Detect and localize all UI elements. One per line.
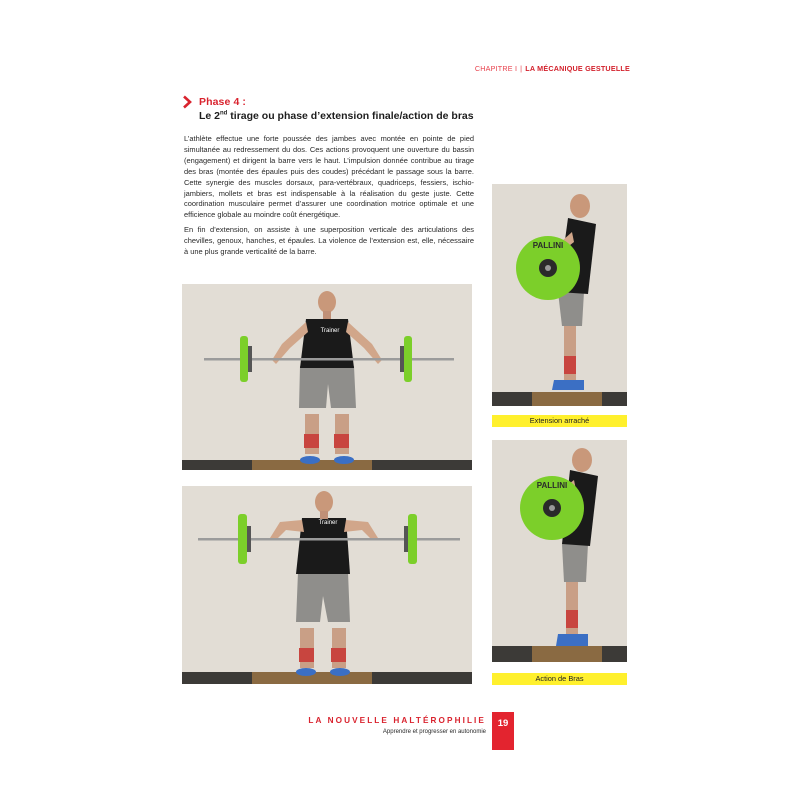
paragraph: L’athlète effectue une forte poussée des jambes avec montée en pointe de pied simultanée au redressement du dos. Ces actions provoquent une ouverture du bassin (engagement) et dirigent la barre vers le haut. L’impulsion donnée contribue au tirage des bras (montée des épaules puis des coudes) précédant le passage sous la barre. Cette synergie des muscles dorsaux, para-vertébraux, quadriceps, fessiers, ischio-jambiers, mollets et bras est indispensable à la réalisation du geste juste. Cette coordination musculaire permet d’assurer une coordination motrice optimale et une efficience globale au moindre coût énergétique. — [184, 134, 474, 220]
photo-front-arms — [182, 486, 472, 684]
header-separator: | — [520, 64, 523, 73]
photo-front-extension — [182, 284, 472, 470]
book-title: LA NOUVELLE HALTÉROPHILIE — [308, 716, 486, 725]
body-text — [184, 134, 474, 262]
caption-extension: Extension arraché — [492, 415, 627, 427]
paragraph: En fin d’extension, on assiste à une superposition verticale des articulations des chevilles, genoux, hanches, et épaules. La violence de l’extension est, elle, nécessaire à une plus grande verticalité de la barre. — [184, 225, 474, 257]
chevron-right-icon — [181, 95, 193, 109]
photo-side-extension — [492, 184, 627, 406]
photo-side-arms — [492, 440, 627, 662]
chapter-title: LA MÉCANIQUE GESTUELLE — [525, 64, 630, 73]
book-subtitle: Apprendre et progresser en autonomie — [382, 729, 486, 735]
page-number: 19 — [492, 712, 514, 750]
phase-subtitle: Le 2nd tirage ou phase d’extension finale/action de bras — [199, 110, 474, 122]
chapter-label: CHAPITRE I — [474, 64, 518, 73]
shirt-logo-text: Trainer — [320, 328, 340, 334]
plate-text: PALLINI — [536, 481, 568, 490]
phase-label: Phase 4 : — [199, 96, 247, 108]
plate-text: PALLINI — [532, 241, 564, 250]
shirt-logo-text: Trainer — [318, 520, 338, 526]
running-header — [470, 64, 630, 73]
caption-arms: Action de Bras — [492, 673, 627, 685]
